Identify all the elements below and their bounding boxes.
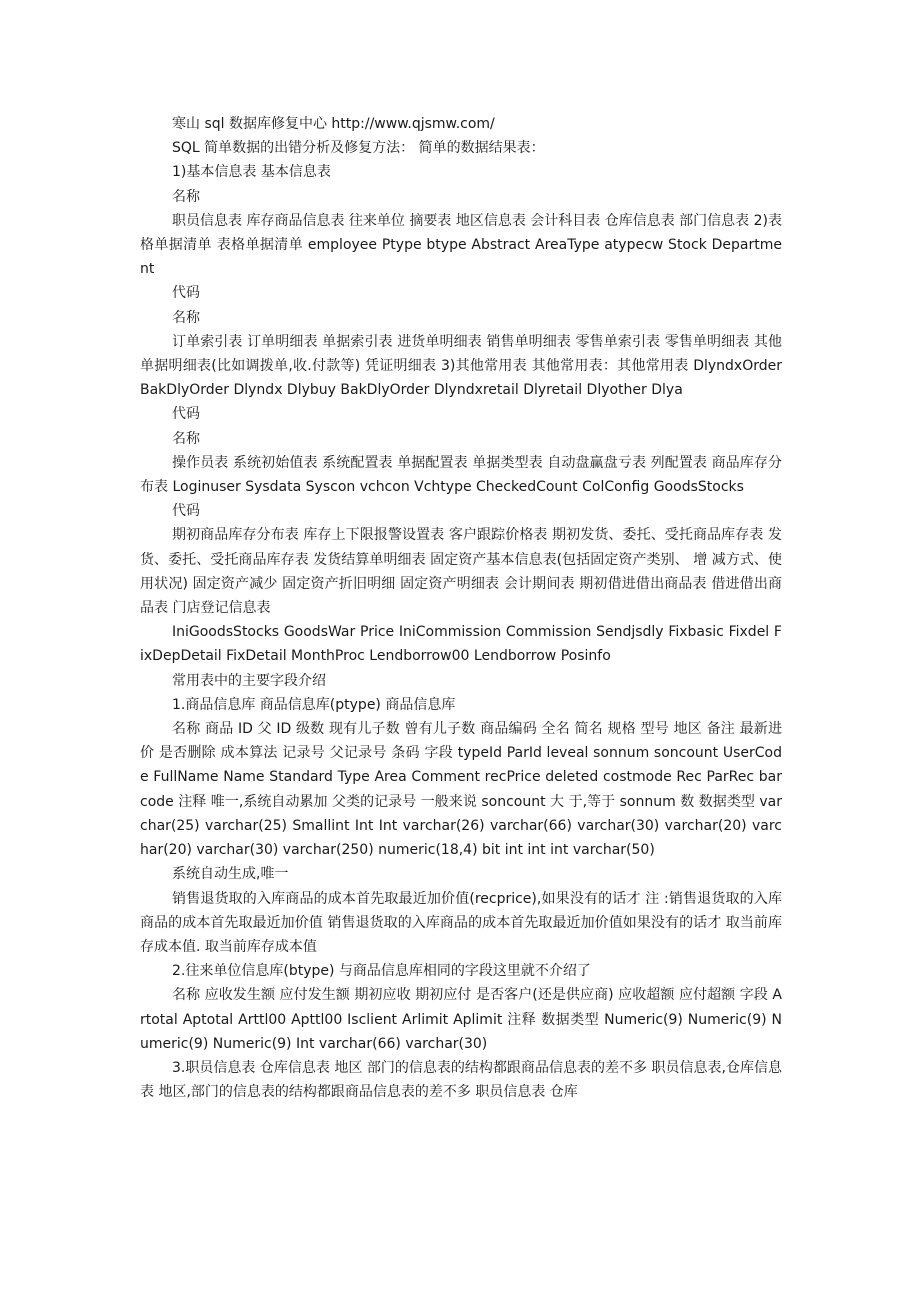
other-tables-codes-paragraph: IniGoodsStocks GoodsWar Price IniCommission Commission Sendjsdly Fixbasic Fixdel FixDepDetail FixDetail MonthProc Lendborrow00 Lendborrow Posinfo xyxy=(140,624,782,665)
label-code: 代码 xyxy=(172,406,200,423)
btype-heading: 2.往来单位信息库(btype) 与商品信息库相同的字段这里就不介绍了 xyxy=(172,963,591,980)
btype-fields-paragraph: 名称 应收发生额 应付发生额 期初应收 期初应付 是否客户(还是供应商) 应收超额 应付超额 字段 Artotal Aptotal Arttl00 Apttl00 Isclient Arlimit Aplimit 注释 数据类型 Numeric(9) Numeric(9) Numeric(9) Numeric(9) Int varchar(66) varchar(30) xyxy=(140,987,782,1052)
fields-intro-heading: 常用表中的主要字段介绍 xyxy=(172,672,326,689)
label-name: 名称 xyxy=(172,188,200,205)
employee-info-paragraph: 3.职员信息表 仓库信息表 地区 部门的信息表的结构都跟商品信息表的差不多 职员信息表,仓库信息表 地区,部门的信息表的结构都跟商品信息表的差不多 职员信息表 仓库 xyxy=(140,1059,782,1101)
basic-info-tables-paragraph: 职员信息表 库存商品信息表 往来单位 摘要表 地区信息表 会计科目表 仓库信息表 部门信息表 2)表格单据清单 表格单据清单 employee Ptype btype Abstract AreaType atypecw Stock Department xyxy=(140,212,782,278)
document-page xyxy=(140,112,782,1104)
document-tables-paragraph: 订单索引表 订单明细表 单据索引表 进货单明细表 销售单明细表 零售单索引表 零售单明细表 其他单据明细表(比如调拨单,收.付款等) 凭证明细表 3)其他常用表 其他常用表：其他常用表 DlyndxOrder BakDlyOrder Dlyndx Dlybuy BakDlyOrder Dlyndxretail Dlyretail Dlyother Dlya xyxy=(140,333,782,399)
source-line: 寒山 sql 数据库修复中心 http://www.qjsmw.com/ xyxy=(172,116,495,132)
ptype-heading: 1.商品信息库 商品信息库(ptype) 商品信息库 xyxy=(172,696,456,713)
label-name: 名称 xyxy=(172,309,200,326)
section-basic-info-heading: 1)基本信息表 基本信息表 xyxy=(172,164,331,181)
label-code: 代码 xyxy=(172,503,200,520)
label-code: 代码 xyxy=(172,285,200,302)
label-name: 名称 xyxy=(172,430,200,447)
cost-note-paragraph: 销售退货取的入库商品的成本首先取最近加价值(recprice),如果没有的话才 注 :销售退货取的入库商品的成本首先取最近加价值 销售退货取的入库商品的成本首先取最近加价值如果没有的话才 取当前库存成本值. 取当前库存成本值 xyxy=(140,890,782,955)
auto-generated-note: 系统自动生成,唯一 xyxy=(172,866,289,883)
intro-line: SQL 简单数据的出错分析及修复方法： 简单的数据结果表： xyxy=(172,140,545,157)
ptype-fields-paragraph: 名称 商品 ID 父 ID 级数 现有儿子数 曾有儿子数 商品编码 全名 简名 规格 型号 地区 备注 最新进价 是否删除 成本算法 记录号 父记录号 条码 字段 typeId ParId leveal sonnum soncount UserCode FullName Name Standard Type Area Comment recPrice deleted costmode Rec ParRec barcode 注释 唯一,系统自动累加 父类的记录号 一般来说 soncount 大 于,等于 sonnum 数 数据类型 varchar(25) varchar(25) Smallint Int Int varchar(26) varchar(66) varchar(30) varchar(20) varchar(20) varchar(30) varchar(250) numeric(18,4) bit int int int varchar(50) xyxy=(140,721,782,859)
other-tables-paragraph: 期初商品库存分布表 库存上下限报警设置表 客户跟踪价格表 期初发货、委托、受托商品库存表 发货、委托、受托商品库存表 发货结算单明细表 固定资产基本信息表(包括固定资产类别、 增 减方式、使用状况) 固定资产减少 固定资产折旧明细 固定资产明细表 会计期间表 期初借进借出商品表 借进借出商品表 门店登记信息表 xyxy=(140,527,782,617)
config-tables-paragraph: 操作员表 系统初始值表 系统配置表 单据配置表 单据类型表 自动盘赢盘亏表 列配置表 商品库存分布表 Loginuser Sysdata Syscon vchcon Vchtype CheckedCount ColConfig GoodsStocks xyxy=(140,454,782,496)
